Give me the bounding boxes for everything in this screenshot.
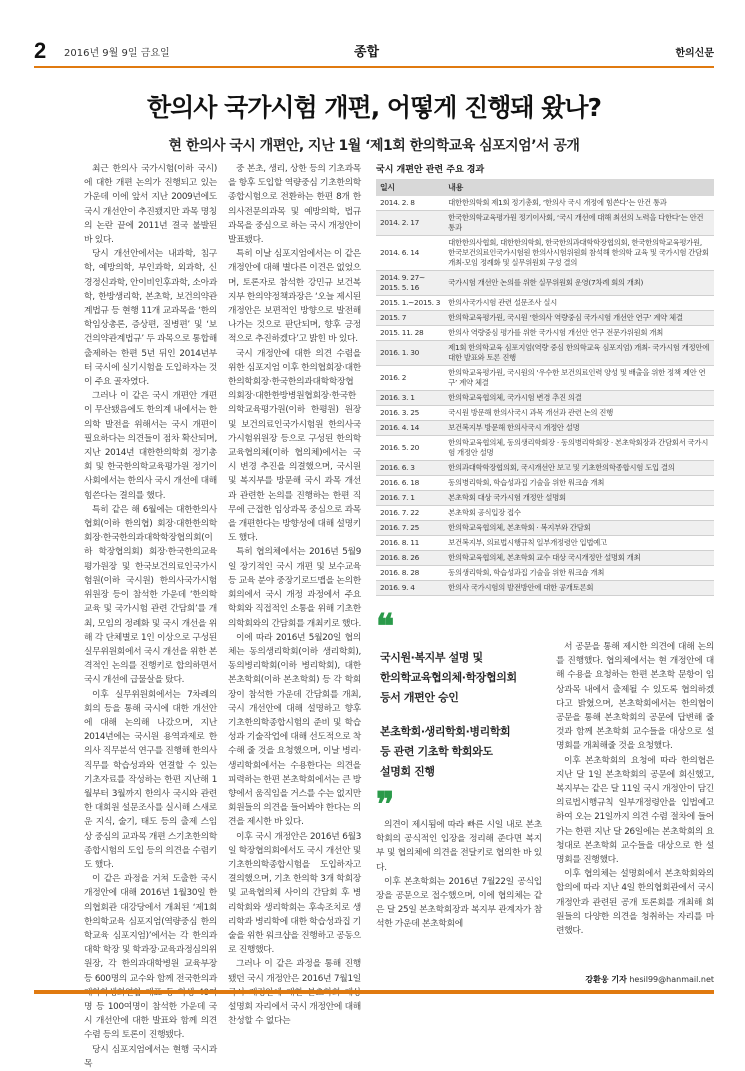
row-content: 한의학교육평가원, 국시원의 ‘우수한 보건의료인력 양성 및 배출을 위한 정책 제안 연구’ 계약 체결	[444, 366, 714, 391]
paragraph: 그러나 이 같은 과정을 통해 진행됐던 국시 개정안은 2016년 7월1일 설명회 자리에서 국시 개정안에 대해 찬성할 수 없다는	[228, 959, 361, 1027]
quote-line: 등서 개편안 승인	[380, 691, 459, 704]
row-content: 보건복지부, 의료법시행규칙 일부개정령안 입법예고	[444, 536, 714, 551]
row-date: 2016. 3. 1	[376, 391, 444, 406]
row-content: 한의사 역량중심 평가를 위한 국가시험 개선안 연구 전문가위원회 개최	[444, 326, 714, 341]
row-date: 2016. 7. 22	[376, 506, 444, 521]
row-date: 2014. 9. 27~ 2015. 5. 16	[376, 271, 444, 296]
paragraph: 서 공문을 통해 제시한 의견에 대해 논의를 진행했다. 협의체에서는 현 개정안에 대해 수용을 요청하는 한편 본초학 문항이 임상과목 내에서 출제될 수 있도록 협의하겠다고 밝혔으며, 본초학회에서는 한의협이 공문을 통해 본초학회의 공문에 답변해 줄 것과 함께 본초학회 교수들을 대상으로 설명회를 개최해줄 것을 요청했다.	[556, 642, 714, 752]
table-row	[376, 491, 714, 506]
paragraph: 국시 개정안에 대한 의견 수렴을 위한 심포지엄 이후 한의협회장·대한한의학회장·한국한의과대학학장협의회장·대한한방병원협회장·한국한의학교육평가원(이하 한평원) 원장 및 보건의료인국가시험원 한의사국가시험위원장 등으로 구성된 한의학교육협의체(이하 협의체)에서는 국시 변경 추진을 의결했으며, 국시원 및 복지부를 방문해 국시 과목 개선과 관련한 논의를 진행하는 한편 직무에 근접한 임상과목 중심으로 과목을 개편한다는 방향성에 대해 설명키도 했다.	[228, 348, 361, 544]
table-body	[376, 196, 714, 596]
row-date: 2016. 9. 4	[376, 581, 444, 596]
article-column-1	[84, 162, 217, 1069]
timeline-table	[376, 179, 714, 596]
headline: 한의사 국가시험 개편, 어떻게 진행돼 왔나?	[146, 93, 602, 122]
row-content: 국시원 방문해 한의사국시 과목 개선과 관련 논의 진행	[444, 406, 714, 421]
row-date: 2016. 1. 30	[376, 341, 444, 366]
row-content: 대한한의학회 제1회 정기총회, ‘한의사 국시 개정에 힘쓴다’는 안건 통과	[444, 196, 714, 211]
row-content: 보건복지부 방문해 한의사국시 개정안 설명	[444, 421, 714, 436]
table-row	[376, 326, 714, 341]
paragraph: 의견이 제시됨에 따라 빠른 시일 내로 본초학회의 공식적인 입장을 정리해 준다면 복지부 및 협의체에 의견을 전달키로 협의한 바 있다.	[376, 820, 542, 873]
article-column-4	[556, 640, 714, 972]
reporter-email[interactable]: hesil99@hanmail.net	[629, 975, 714, 984]
row-content: 한의과대학학장협의회, 국시개선안 보고 및 기초한의학종합시험 도입 결의	[444, 461, 714, 476]
table-row	[376, 421, 714, 436]
row-content: 동의생리학회, 학습성과집 기술을 위한 워크숍 개최	[444, 566, 714, 581]
article-column-2	[228, 162, 361, 1027]
paragraph: 특히 협의체에서는 2016년 5월9일 장기적인 국시 개편 및 보수교육 등 교육 분야 중장기로드맵을 논의한 회의에서 국시 개정 과정에서 주요 학회와 직접적인 소통을 위해 기초한의학회와의 간담회를 개최키로 했다.	[228, 547, 361, 629]
row-date: 2016. 4. 14	[376, 421, 444, 436]
row-content: 한의학교육협의체, 동의생리학회장 · 동의병리학회장 · 본초학회장과 간담회서 국가시험 개정안 설명	[444, 436, 714, 461]
row-date: 2016. 6. 18	[376, 476, 444, 491]
row-date: 2016. 6. 3	[376, 461, 444, 476]
row-date: 2016. 8. 28	[376, 566, 444, 581]
row-date: 2016. 8. 26	[376, 551, 444, 566]
row-content: 한의학교육협의체, 본초학회 교수 대상 국시개정안 설명회 개최	[444, 551, 714, 566]
row-date: 2014. 2. 8	[376, 196, 444, 211]
quote-line: 등 관련 기초학 학회와도	[380, 745, 493, 758]
table-row	[376, 566, 714, 581]
table-row	[376, 581, 714, 596]
row-content: 대한한의사협회, 대한한의학회, 한국한의과대학학장협의회, 한국한의학교육평가원, 한국보건의료인국가시험원 한의사시험위원회 참석해 한의학 교육 및 국가시험 간담회 개최-모임 정례화 및 실무위원회 구성 결의	[444, 236, 714, 271]
table-row	[376, 406, 714, 421]
row-date: 2015. 1.~2015. 3	[376, 296, 444, 311]
page-number: 2	[34, 38, 47, 63]
paragraph: 이 같은 과정을 거쳐 도출한 국시 개정안에 대해 2016년 1월30일 한의협회관 대강당에서 개최된 ‘제1회 한의학교육 심포지엄(역량중심 한의학교육 심포지엄)’에서는 각 한의과대학 학장 및 학과장·교육과정심의위원장, 각 한의과대학병원 교육부장 등 600명의 교수와 함께 전국한의과 명 등 100여명이 참석한 가운데 국시 개선안에 대한 발표와 함께 의견 수렴 등의 토론이 진행됐다.	[84, 874, 217, 1041]
row-date: 2016. 3. 25	[376, 406, 444, 421]
paragraph: 특히 이날 심포지엄에서는 이 같은 개정안에 대해 별다른 이견은 없었으며, 토론자로 참석한 강민규 보건복지부 한의약정책과장은 ‘오늘 제시된 개정안은 보편적인 방향으로 발전해 나가는 것으로 판단되며, 향후 긍정적으로 추진하겠다’고 밝힌 바 있다.	[228, 249, 361, 345]
paragraph: 이후 본초학회의 요청에 따라 한의협은 지난 달 1일 본초학회의 공문에 회신했고, 복지부는 같은 달 11일 국시 개정안이 담긴 의료법시행규칙 일부개정령안을 입법예고하여 오는 21일까지 의견 수렴 절차에 들어가는 한편 지난 달 26일에는 본초학회의 요청대로 본초학회 교수들을 대상으로 한 설명회를 진행했다.	[556, 755, 714, 866]
table-row	[376, 521, 714, 536]
row-content: 한의사국가시험 관련 설문조사 실시	[444, 296, 714, 311]
quote-line: 국시원·복지부 설명 및	[380, 651, 483, 664]
section-name: 종합	[354, 45, 380, 60]
table-row	[376, 536, 714, 551]
row-content: 한국한의학교육평가원 정기이사회, ‘국시 개선에 대해 최선의 노력을 다한다’는 안건 통과	[444, 211, 714, 236]
subheadline: 현 한의사 국시 개편안, 지난 1월 ‘제1회 한의학교육 심포지엄’서 공개	[168, 138, 580, 154]
paragraph: 이에 따라 2016년 5월20일 협의체는 동의생리학회(이하 생리학회), 동의병리학회(이하 병리학회), 대한본초학회(이하 본초학회) 등 각 학회장이 참석한 가운데 간담회를 개최, 국시 개선안에 대해 설명하고 향후 기초한의학종합시험의 준비 및 학습성과 기술작업에 대해 선도적으로 착수해 줄 것을 요청했으며, 이날 병리·생리학회에서는 수용한다는 의견을 피력하는 한편 본초학회에서는 큰 방향에서 움직임을 거스를 수는 없지만 회원들의 의견을 들어봐야 한다는 의견을 제시한 바 있다.	[228, 632, 361, 828]
table-header-row	[376, 179, 714, 196]
row-date: 2015. 11. 28	[376, 326, 444, 341]
table-row	[376, 296, 714, 311]
column-header: 일시	[376, 179, 444, 196]
table-row	[376, 551, 714, 566]
quote-line: 설명회 진행	[380, 765, 435, 778]
close-quote-icon: ❞	[376, 785, 395, 825]
paragraph: 그러나 이 같은 국시 개편안 개편이 무산됐음에도 한의계 내에서는 한의학 발전을 위해서는 국시 개편이 필요하다는 의견들이 점차 확산되며, 지난 2014년 대한한의학회 정기총회 및 한국한의학교육평가원 정기이사회에서는 한의사 국시 개선에 대해 힘쓴다는 결의를 했다.	[84, 391, 217, 501]
paragraph: 이후 실무위원회에서는 7차례의 회의 등을 통해 국시에 대한 개선안에 대해 논의해 나갔으며, 지난 2014년에는 국시원 용역과제로 한의사 직무분석 연구를 진행해 한의사 직무를 학습성과와 연결할 수 있는 기초자료를 작성하는 한편 지난해 1월부터 3월까지 한의사 국시와 관련한 대회원 설문조사를 실시해 스새로운 지식, 술기, 태도 등의 출제 스임상 중심의 교과목 개편 스기초한의학종합시험의 도입 등의 의견을 수렴키도 했다.	[84, 689, 217, 870]
row-date: 2014. 6. 14	[376, 236, 444, 271]
timeline-table-box	[376, 162, 714, 596]
open-quote-icon: ❝	[376, 607, 395, 647]
row-content: 본초학회 공식입장 접수	[444, 506, 714, 521]
paragraph: 최근 한의사 국가시험(이하 국시)에 대한 개편 논의가 진행되고 있는 가운데 이에 앞서 지난 2009년에도 국시 개선안이 추진됐지만 과목 명칭의 논란 끝에 2011년 결국 불발된 바 있다.	[84, 164, 217, 246]
quote-gap	[380, 708, 540, 722]
paragraph: 이후 국시 개정안은 2016년 6월3일 학장협의회에서도 국시 개선안 및 기초한의학종합시험을 도입하자고 결의했으며, 기초 한의학 3개 학회장 및 교육협의체 사이의 간담회 후 병리학회와 생리학회는 후속조치로 생리학과 병리학에 대한 학습성과집 기술을 위한 워크샵을 진행하고 공동으로 진행했다.	[228, 831, 361, 956]
footer-rule	[34, 990, 714, 994]
table-row	[376, 366, 714, 391]
byline	[556, 974, 714, 985]
table-row	[376, 236, 714, 271]
issue-date: 2016년 9월 9일 금요일	[64, 48, 170, 59]
pull-quote-text	[380, 648, 540, 782]
column-header: 내용	[444, 179, 714, 196]
paragraph: 특히 같은 해 6월에는 대한한의사협회(이하 한의협) 회장·대한한의학회장·한국한의과대학학장협의회(이하 학장협의회) 회장·한국한의교육평가원장 및 한국보건의료인국가시험원(이하 국시원) 한의사국가시험위원장 등이 참석한 가운데 ‘한의학교육 및 국가시험 관련 간담회’를 개최, 모임의 정례화 및 국시 개선을 위해 각 단체별로 1인 이상으로 구성된 실무위원회에서 국시 개선을 위한 본격적인 논의를 진행키로 합의하면서 국시 개선에 급물살을 탔다.	[84, 504, 217, 686]
pull-quote	[376, 607, 542, 825]
table-row	[376, 341, 714, 366]
row-date: 2016. 2	[376, 366, 444, 391]
row-content: 한의학교육평가원, 국시원 ‘한의사 역량중심 국가시험 개선안 연구’ 계약 체결	[444, 311, 714, 326]
table-row	[376, 271, 714, 296]
article-column-3	[376, 818, 542, 968]
row-date: 2016. 7. 1	[376, 491, 444, 506]
quote-line: 본초학회·생리학회·병리학회	[380, 725, 511, 738]
table-row	[376, 506, 714, 521]
row-date: 2016. 8. 11	[376, 536, 444, 551]
row-content: 한의학교육협의체, 본초학회 · 복지부와 간담회	[444, 521, 714, 536]
paragraph: 당시 심포지엄에서는 현행 국시과목	[84, 1044, 217, 1069]
table-row	[376, 436, 714, 461]
row-content: 본초학회 대상 국가시험 개정안 설명회	[444, 491, 714, 506]
table-row	[376, 311, 714, 326]
row-content: 동의병리학회, 학습성과집 기술을 위한 워크숍 개최	[444, 476, 714, 491]
quote-line: 한의학교육협의체·학장협의회	[380, 671, 517, 684]
row-content: 한의학교육협의체, 국가시험 변경 추진 의결	[444, 391, 714, 406]
table-row	[376, 391, 714, 406]
newspaper-name: 한의신문	[675, 48, 714, 59]
table-row	[376, 476, 714, 491]
table-title: 국시 개편안 관련 주요 경과	[376, 165, 485, 175]
row-date: 2015. 7	[376, 311, 444, 326]
row-content: 한의사 국가시험의 발전방안에 대한 공개토론회	[444, 581, 714, 596]
row-date: 2016. 7. 25	[376, 521, 444, 536]
table-row	[376, 461, 714, 476]
row-content: 제1회 한의학교육 심포지엄(역량 중심 한의학교육 심포지엄) 개최- 국가시험 개정안에 대한 발표와 토론 진행	[444, 341, 714, 366]
paragraph: 이후 본초학회는 2016년 7월22일 공식입장을 공문으로 접수했으며, 이에 협의체는 같은 달 25일 본초학회장과 복지부 관계자가 참석한 가운데 본초학회에	[376, 876, 542, 930]
table-row	[376, 211, 714, 236]
reporter-name: 강환웅 기자	[585, 975, 627, 984]
row-date: 2014. 2. 17	[376, 211, 444, 236]
paragraph: 당시 개선안에서는 내과학, 침구학, 예방의학, 부인과학, 외과학, 신경정신과학, 안이비인후과학, 소아과학, 한방생리학, 본초학, 보건의약관계법규 등 현행 11개 교과목을 ‘한의학임상총론, 증상편, 질병편’ 및 ‘보건의약관계법규’ 두 과목으로 통합해 출제하는 한편 5년 뒤인 2014년부터 국시에 실기시험을 도입하자는 것이 주요 골자였다.	[84, 249, 217, 388]
page-header	[34, 38, 714, 64]
paragraph: 중 본초, 생리, 상한 등의 기초과목을 항후 도입할 역량중심 기초한의학종합시험으로 전환하는 한편 8개 한의사전문의과목 및 예방의학, 법규 과목을 중심으로 하는 국시 개정안이 발표됐다.	[228, 164, 361, 246]
table-row	[376, 196, 714, 211]
header-rule	[34, 66, 714, 68]
paragraph: 이후 협의체는 설명회에서 본초학회와의 합의에 따라 지난 4일 한의협회관에서 국시 개정안과 관련된 공개 토론회를 개최해 회원들의 다양한 의견을 청취하는 자리를 마련했다.	[556, 869, 714, 937]
row-content: 국가시험 개선안 논의를 위한 실무위원회 운영(7차례 회의 개최)	[444, 271, 714, 296]
row-date: 2016. 5. 20	[376, 436, 444, 461]
